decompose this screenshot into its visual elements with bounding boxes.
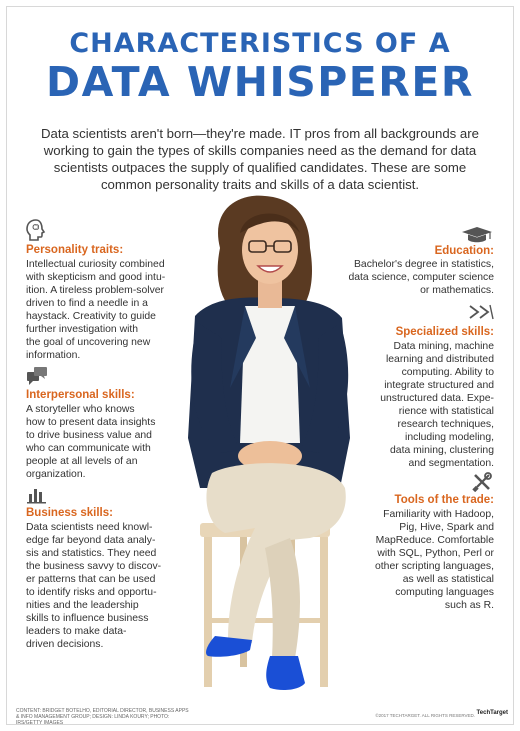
business-line: edge far beyond data analy-: [26, 535, 156, 546]
tools-line: as well as statistical: [402, 574, 494, 585]
specialized-line: Data mining, machine: [393, 341, 494, 352]
personality-line: driven to find a needle in a: [26, 298, 148, 309]
tools-title: Tools of the trade:: [394, 494, 494, 506]
tools-line: with SQL, Python, Perl or: [377, 548, 494, 559]
interpersonal-line: to drive business value and: [26, 430, 152, 441]
personality-line: information.: [26, 350, 81, 361]
title-line-1: CHARACTERISTICS OF A: [69, 28, 451, 59]
specialized-line: research techniques,: [397, 419, 494, 430]
business-line: sis and statistics. They need: [26, 548, 157, 559]
footer-copyright: ©2017 TECHTARGET. ALL RIGHTS RESERVED.: [375, 713, 475, 718]
education-line: or mathematics.: [420, 285, 494, 296]
personality-line: ition. A tireless problem-solver: [26, 285, 165, 296]
personality-title: Personality traits:: [26, 244, 124, 256]
tools-line: such as R.: [444, 600, 494, 611]
personality-line: Intellectual curiosity combined: [26, 259, 165, 270]
interpersonal-title: Interpersonal skills:: [26, 389, 135, 401]
business-line: to identify risks and opportu-: [26, 587, 157, 598]
specialized-line: computing. Ability to: [401, 367, 494, 378]
business-line: er patterns that can be used: [26, 574, 156, 585]
techtarget-logo: TechTarget: [476, 710, 508, 716]
education-line: Bachelor's degree in statistics,: [353, 259, 494, 270]
title-line-2: DATA WHISPERER: [46, 58, 474, 106]
specialized-line: unstructured data. Expe-: [380, 393, 494, 404]
footer-credits: CONTENT: BRIDGET BOTELHO, EDITORIAL DIRECTOR, BUSINESS APPS & INFO MANAGEMENT GROUP; DESIGN: LINDA KOURY; PHOTO: IRS/GETTY IMAGES: [16, 708, 189, 726]
personality-line: the goal of uncovering new: [26, 337, 151, 348]
business-line: leaders to make data-: [26, 626, 127, 637]
specialized-title: Specialized skills:: [395, 326, 494, 338]
interpersonal-line: how to present data insights: [26, 417, 156, 428]
tools-line: other scripting languages,: [375, 561, 494, 572]
specialized-line: data mining, clustering: [390, 445, 494, 456]
personality-line: with skepticism and good intu-: [26, 272, 166, 283]
personality-line: haystack. Creativity to guide: [26, 311, 156, 322]
education-line: data science, computer science: [348, 272, 494, 283]
specialized-line: rience with statistical: [398, 406, 494, 417]
interpersonal-line: who can communicate with: [26, 443, 151, 454]
business-line: the business savvy to discov-: [26, 561, 162, 572]
specialized-line: learning and distributed: [385, 354, 494, 365]
wrench-screwdriver-icon: [472, 472, 492, 492]
business-title: Business skills:: [26, 507, 113, 519]
speech-bubbles-icon: [26, 366, 48, 386]
interpersonal-line: organization.: [26, 469, 86, 480]
specialized-line: integrate structured and: [384, 380, 494, 391]
interpersonal-line: people at all levels of an: [26, 456, 138, 467]
intro-paragraph: Data scientists aren't born—they're made. IT pros from all backgrounds are working to gain the types of skills companies need as the demand for data scientists outpaces the supply of qualified candidates. These are some common personality traits and skills of a data scientist.: [41, 126, 479, 192]
tools-line: MapReduce. Comfortable: [375, 535, 494, 546]
specialized-line: and segmentation.: [408, 458, 494, 469]
interpersonal-line: A storyteller who knows: [26, 404, 135, 415]
tools-line: Familiarity with Hadoop,: [383, 509, 494, 520]
business-line: driven decisions.: [26, 639, 104, 650]
data-scientist-photo: [160, 188, 380, 708]
head-icon: [26, 219, 46, 241]
specialized-line: including modeling,: [405, 432, 494, 443]
bar-chart-icon: [27, 486, 47, 504]
business-line: skills to influence business: [26, 613, 149, 624]
tools-line: Pig, Hive, Spark and: [399, 522, 494, 533]
business-line: Data scientists need knowl-: [26, 522, 153, 533]
tools-line: computing languages: [395, 587, 494, 598]
business-line: nities and the leadership: [26, 600, 139, 611]
tools-icon: [468, 303, 494, 321]
graduation-cap-icon: [460, 226, 494, 244]
personality-line: further investigation with: [26, 324, 139, 335]
education-title: Education:: [434, 245, 494, 257]
